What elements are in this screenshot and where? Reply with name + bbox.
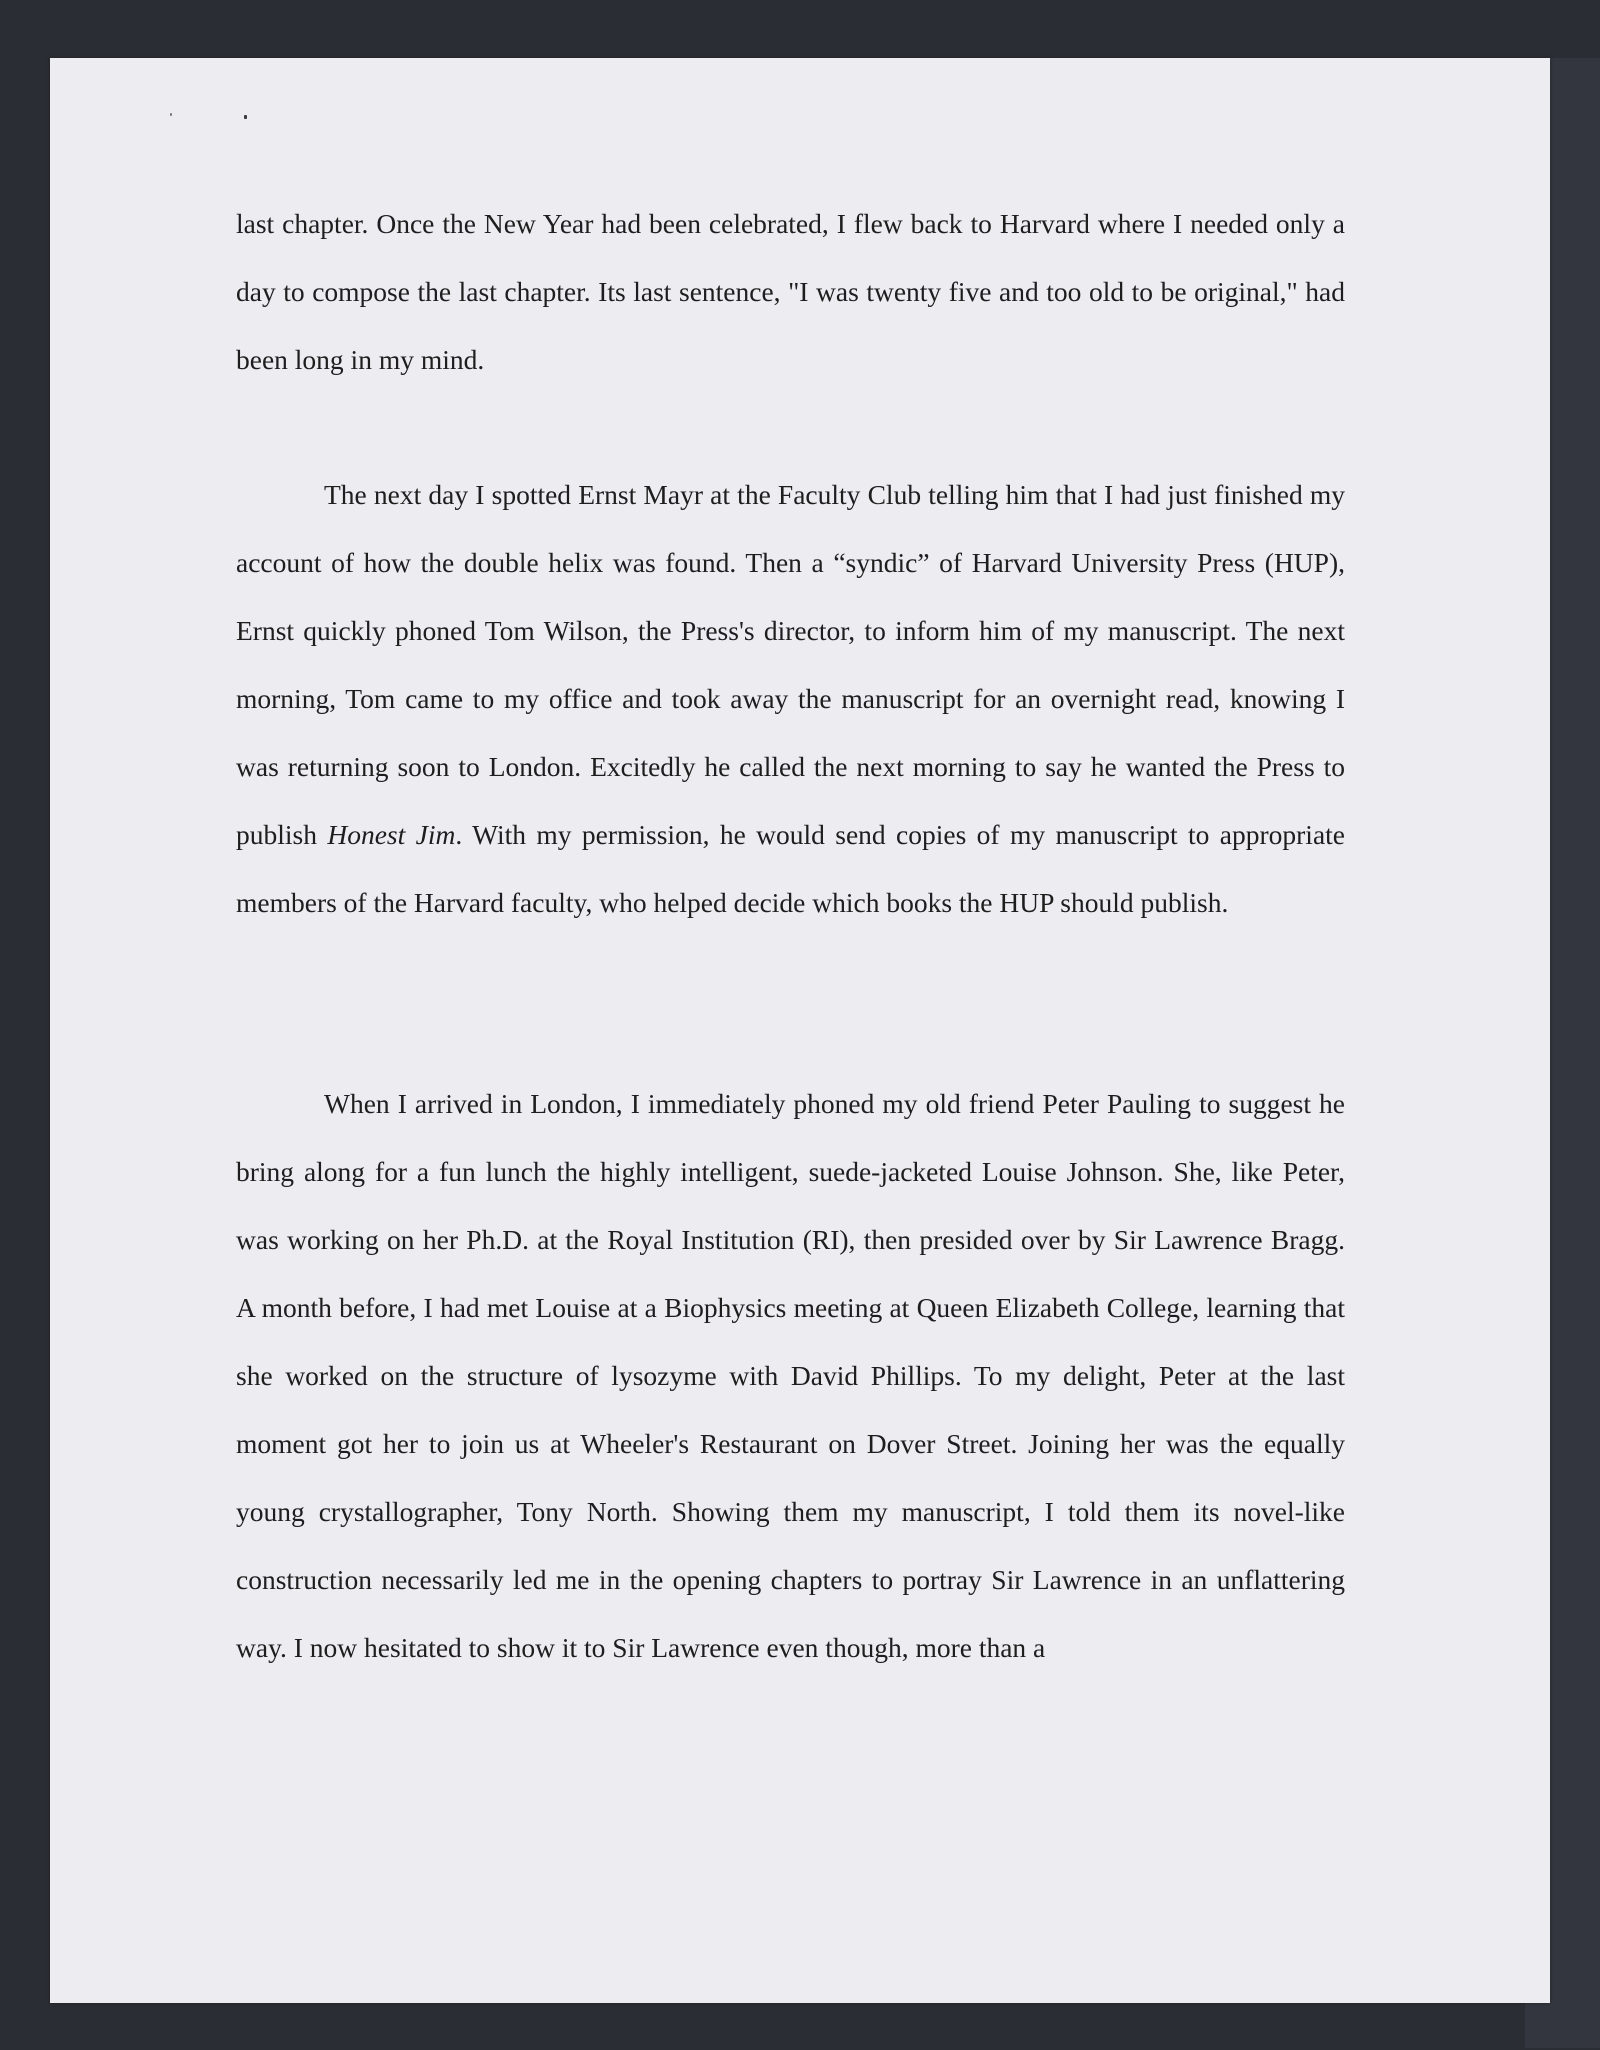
paragraph-text [236, 461, 1345, 937]
paragraph-2 [236, 461, 1345, 937]
punch-mark [170, 113, 172, 116]
paragraph-text: last chapter. Once the New Year had been celebrated, I flew back to Harvard where I needed only a day to compose the last chapter. Its last sentence, "I was twenty five and too old to be original," had been long in my mind. [236, 208, 1345, 375]
punch-mark [244, 115, 247, 119]
paragraph-text: When I arrived in London, I immediately phoned my old friend Peter Pauling to suggest he bring along for a fun lunch the highly intelligent, suede-jacketed Louise Johnson. She, like Peter, was working on her Ph.D. at the Royal Institution (RI), then presided over by Sir Lawrence Bragg. A month before, I had met Louise at a Biophysics meeting at Queen Elizabeth College, learning that she worked on the structure of lysozyme with David Phillips. To my delight, Peter at the last moment got her to join us at Wheeler's Restaurant on Dover Street. Joining her was the equally young crystallographer, Tony North. Showing them my manuscript, I told them its novel-like construction necessarily led me in the opening chapters to portray Sir Lawrence in an unflattering way. I now hesitated to show it to Sir Lawrence even though, more than a [236, 1088, 1345, 1663]
paragraph-text-before: The next day I spotted Ernst Mayr at the Faculty Club telling him that I had just finished my account of how the double helix was found. Then a “syndic” of Harvard University Press (HUP), Ernst quickly phoned Tom Wilson, the Press's director, to inform him of my manuscript. The next morning, Tom came to my office and took away the manuscript for an overnight read, knowing I was returning soon to London. Excitedly he called the next morning to say he wanted the Press to publish [236, 479, 1345, 850]
book-title: Honest Jim [327, 819, 456, 850]
paragraph-text-after: . With my permission, he would send copies of my manuscript to appropriate members of the Harvard faculty, who helped decide which books the HUP should publish. [236, 819, 1345, 918]
paragraph-3 [236, 1070, 1345, 1682]
paragraph-1 [236, 190, 1345, 394]
